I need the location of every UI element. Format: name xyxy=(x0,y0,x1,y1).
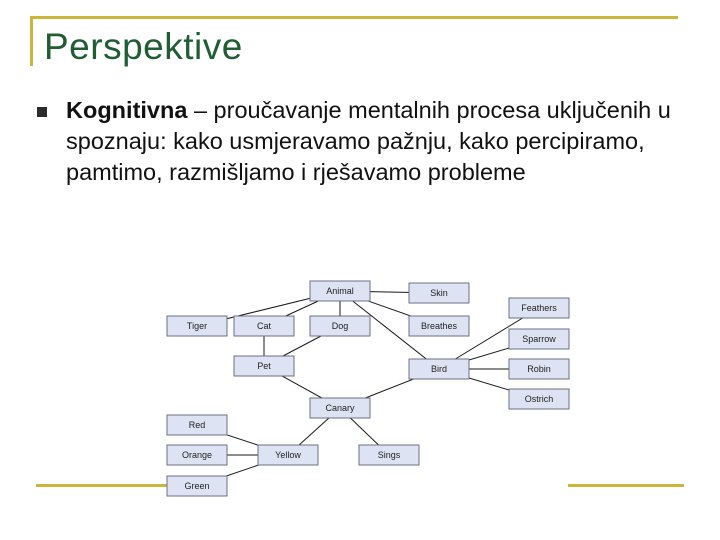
node-label-pet: Pet xyxy=(257,361,271,371)
node-cat xyxy=(234,316,294,336)
node-animal xyxy=(310,281,370,301)
node-orange xyxy=(167,445,227,465)
node-label-yellow: Yellow xyxy=(275,450,301,460)
node-label-skin: Skin xyxy=(430,288,448,298)
node-label-ostrich: Ostrich xyxy=(524,394,554,404)
node-ostrich xyxy=(509,389,569,409)
node-tiger xyxy=(167,316,227,336)
node-label-sings: Sings xyxy=(377,450,401,460)
bullet-term: Kognitivna xyxy=(66,97,188,123)
node-label-bird: Bird xyxy=(430,364,448,374)
node-sparrow xyxy=(509,329,569,349)
node-bird xyxy=(409,359,469,379)
node-sings xyxy=(359,445,419,465)
node-label-breathes: Breathes xyxy=(420,321,458,331)
node-label-orange: Orange xyxy=(181,450,213,460)
node-label-red: Red xyxy=(188,420,206,430)
node-label-animal: Animal xyxy=(326,286,354,296)
node-breathes xyxy=(409,316,469,336)
node-feathers xyxy=(509,298,569,318)
node-label-dog: Dog xyxy=(331,321,349,331)
node-green xyxy=(167,476,227,496)
node-label-green: Green xyxy=(184,481,210,491)
node-label-robin: Robin xyxy=(527,364,551,374)
bullet-description: – proučavanje mentalnih procesa uključenih u spoznaju: kako usmjeravamo pažnju, kako percipiramo, pamtimo, razmišljamo i rješavamo probleme xyxy=(66,97,671,185)
node-canary xyxy=(310,398,370,418)
node-label-feathers: Feathers xyxy=(521,303,557,313)
node-label-sparrow: Sparrow xyxy=(522,334,556,344)
slide-title: Perspektive xyxy=(44,26,243,67)
node-red xyxy=(167,415,227,435)
node-skin xyxy=(409,283,469,303)
node-yellow xyxy=(258,445,318,465)
node-dog xyxy=(310,316,370,336)
node-pet xyxy=(234,356,294,376)
node-label-canary: Canary xyxy=(325,403,355,413)
node-label-tiger: Tiger xyxy=(186,321,208,331)
node-label-cat: Cat xyxy=(256,321,272,331)
node-robin xyxy=(509,359,569,379)
